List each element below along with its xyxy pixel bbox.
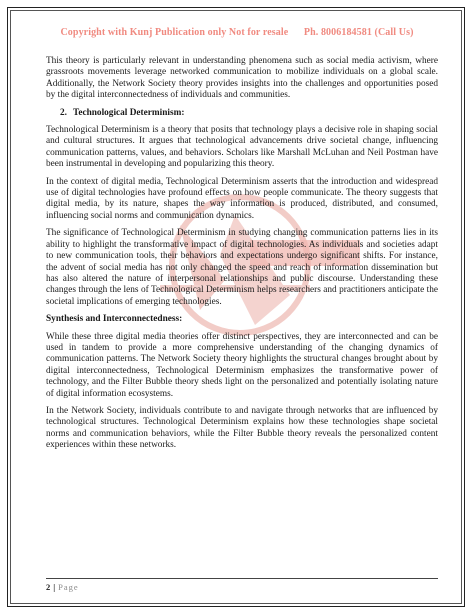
paragraph: Technological Determinism is a theory that posits that technology plays a decisive role in shaping social and cultural structures. It argues that technological advancements drive societal change, influencing communication patterns, values, and behaviors. Scholars like Marshall McLuhan and Neil Postman have been instrumental in developing and popularizing this theory. [46, 125, 438, 170]
page-footer [46, 578, 438, 592]
section-heading-synthesis: Synthesis and Interconnectedness: [46, 314, 183, 325]
page-label: Page [58, 582, 79, 592]
section-title: Technological Determinism: [72, 107, 185, 118]
copyright-header: Copyright with Kunj Publication only Not for resale Ph. 8006184581 (Call Us) [60, 27, 414, 38]
paragraph: In the context of digital media, Technological Determinism asserts that the introduction and widespread use of digital technologies have profound effects on how people communicate. The theory suggests that digital media, by its nature, shapes the way information is produced, distributed, and consumed, influencing social norms and communication dynamics. [46, 176, 438, 221]
paragraph: While these three digital media theories offer distinct perspectives, they are interconnected and can be used in tandem to provide a more comprehensive understanding of the changing dynamics of communication patterns. The Network Society theory highlights the structural changes brought about by digital interconnectedness, Technological Determinism emphasizes the transformative power of technology, and the Filter Bubble theory sheds light on the personalized and potentially isolating nature of digital information ecosystems. [46, 331, 438, 399]
page-number: 2 [46, 582, 51, 592]
paragraph: In the Network Society, individuals contribute to and navigate through networks that are influenced by technological structures. Technological Determinism explains how these technologies shape societal norms and communication behaviors, while the Filter Bubble theory reveals the personalized content experiences within these networks. [46, 405, 438, 451]
section-heading-technological-determinism [46, 108, 438, 119]
paragraph: This theory is particularly relevant in understanding phenomena such as social media activism, where grassroots movements leverage networked communication to mobilize individuals on a global scale. Additionally, the Network Society theory provides insights into the challenges and opportunities posed by the digital interconnectedness of individuals and communities. [46, 56, 438, 101]
document-body [46, 56, 438, 458]
section-number: 2. [60, 107, 67, 118]
paragraph: The significance of Technological Determinism in studying changing communication patterns lies in its ability to highlight the transformative impact of digital technologies. As individuals and societies adapt to new communication tools, their behaviors and expectations undergo significant shifts. For instance, the advent of social media has not only changed the speed and reach of information dissemination but has also altered the nature of interpersonal relationships and public discourse. Understanding these changes through the lens of Technological Determinism helps researchers and practitioners anticipate the societal implications of emerging technologies. [46, 228, 438, 307]
footer-separator: | [53, 582, 56, 592]
